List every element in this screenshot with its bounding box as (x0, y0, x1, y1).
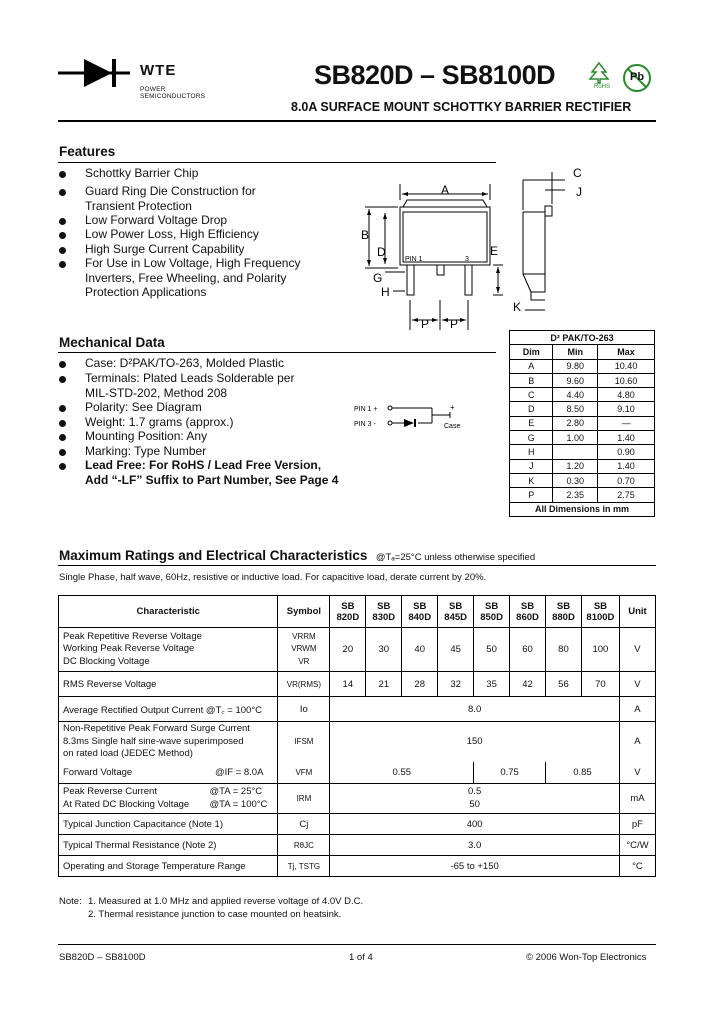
table-row: C 4.40 4.80 (510, 388, 655, 402)
mech-item: Mounting Position: Any (85, 429, 207, 444)
feature-item: For Use in Low Voltage, High Frequency Inverters, Free Wheeling, and Polarity Protection Applications (85, 256, 300, 300)
dim-label-d: D (377, 245, 386, 259)
dim-table-footer: All Dimensions in mm (510, 502, 655, 516)
feature-item: Guard Ring Die Construction for Transient Protection (85, 184, 256, 213)
table-row: RMS Reverse Voltage VR(RMS) 14 21 28 32 35 42 56 70 V (59, 672, 656, 697)
feature-item: Low Forward Voltage Drop (85, 213, 227, 228)
feature-item: Schottky Barrier Chip (85, 166, 198, 181)
col-part: SB 840D (402, 596, 438, 628)
footer-page-number: 1 of 4 (349, 952, 373, 963)
mech-item: Polarity: See Diagram (85, 400, 202, 415)
table-row: Average Rectified Output Current @T꜀ = 100°C Io 8.0 A (59, 697, 656, 722)
table-row: B 9.60 10.60 (510, 373, 655, 387)
table-row: Forward Voltage @IF = 8.0A VFM 0.55 0.75 0.85 V (59, 762, 656, 784)
note-2: 2. Thermal resistance junction to case mounted on heatsink. (88, 908, 342, 920)
rohs-label: RoHS (594, 84, 611, 90)
col-part: SB 850D (474, 596, 510, 628)
col-characteristic: Characteristic (59, 596, 278, 628)
mech-item: Marking: Type Number (85, 444, 206, 459)
col-unit: Unit (619, 596, 655, 628)
ratings-heading-row (59, 547, 535, 565)
table-row: E 2.80 — (510, 416, 655, 430)
features-heading: Features (59, 144, 116, 159)
ratings-table (58, 595, 656, 877)
col-part: SB 880D (546, 596, 582, 628)
mechanical-divider (58, 352, 496, 353)
dim-table-title: D² PAK/TO-263 (510, 331, 655, 345)
mech-item: Terminals: Plated Leads Solderable per MIL-STD-202, Method 208 (85, 371, 294, 400)
table-row: A 9.80 10.40 (510, 359, 655, 373)
mech-item: Case: D²PAK/TO-263, Molded Plastic (85, 356, 284, 371)
table-row: Peak Reverse Current At Rated DC Blocking Voltage @TA = 25°C @TA = 100°C IRM 0.5 50 mA (59, 784, 656, 814)
dim-label-j: J (576, 185, 582, 199)
table-row: Operating and Storage Temperature Range Tj, TSTG -65 to +150 °C (59, 856, 656, 877)
col-part: SB 820D (330, 596, 366, 628)
table-row: K 0.30 0.70 (510, 473, 655, 487)
mechanical-heading: Mechanical Data (59, 335, 165, 350)
dimensions-table (509, 330, 655, 517)
dim-label-b: B (361, 228, 370, 242)
dim-col-header: Min (553, 345, 598, 359)
package-outline-diagram (355, 160, 660, 330)
table-row: H 0.90 (510, 445, 655, 459)
polarity-diagram (352, 398, 472, 434)
company-subtitle: POWER SEMICONDUCTORS (140, 86, 206, 100)
dim-label-p: P (421, 317, 430, 330)
ratings-subnote: Single Phase, half wave, 60Hz, resistive or inductive load. For capacitive load, derate current by 20%. (59, 572, 487, 583)
ratings-heading-note: @Tₐ=25°C unless otherwise specified (375, 552, 536, 563)
col-part: SB 830D (366, 596, 402, 628)
dim-label-k: K (513, 300, 522, 314)
table-row: Peak Repetitive Reverse Voltage Working Peak Reverse Voltage DC Blocking Voltage VRRM VRWM VR 20 30 40 45 50 60 80 100 V (59, 628, 656, 672)
table-row: P 2.35 2.75 (510, 488, 655, 502)
col-part: SB 8100D (581, 596, 619, 628)
dim-col-header: Max (598, 345, 655, 359)
mech-item-leadfree: Lead Free: For RoHS / Lead Free Version, Add “-LF” Suffix to Part Number, See Page 4 (85, 458, 338, 487)
page-subtitle: 8.0A SURFACE MOUNT SCHOTTKY BARRIER RECTIFIER (291, 100, 632, 114)
polarity-pin1-label: PIN 1 + (354, 406, 378, 413)
mech-item: Weight: 1.7 grams (approx.) (85, 415, 234, 430)
ratings-divider (58, 565, 656, 566)
table-row: G 1.00 1.40 (510, 431, 655, 445)
notes (59, 896, 364, 920)
pb-free-badge (621, 62, 653, 94)
col-part: SB 860D (510, 596, 546, 628)
polarity-pin3-label: PIN 3 - (354, 421, 376, 428)
polarity-case-label: Case (444, 423, 461, 430)
page-title: SB820D – SB8100D (314, 60, 556, 90)
footer-copyright: © 2006 Won-Top Electronics (526, 952, 647, 963)
tree-icon (588, 62, 610, 84)
notes-label: Note: (59, 896, 82, 907)
table-row: Typical Thermal Resistance (Note 2) RθJC 3.0 °C/W (59, 835, 656, 856)
pin1-label: PIN 1 (405, 256, 423, 263)
feature-item: Low Power Loss, High Efficiency (85, 227, 259, 242)
dim-label-p: P (450, 317, 459, 330)
table-header-row (59, 596, 656, 628)
header-divider (58, 120, 656, 122)
col-part: SB 845D (438, 596, 474, 628)
feature-item: High Surge Current Capability (85, 242, 244, 257)
dim-col-header: Dim (510, 345, 553, 359)
table-row: D 8.50 9.10 (510, 402, 655, 416)
dim-label-h: H (381, 285, 390, 299)
company-name: WTE (140, 62, 177, 79)
note-1: 1. Measured at 1.0 MHz and applied reverse voltage of 4.0V D.C. (88, 896, 364, 907)
table-row: J 1.20 1.40 (510, 459, 655, 473)
pb-label: Pb (630, 71, 645, 83)
footer-part-range: SB820D – SB8100D (59, 952, 146, 963)
table-row: Non-Repetitive Peak Forward Surge Current 8.3ms Single half sine-wave superimposed on rated load (JEDEC Method) IFSM 150 A (59, 722, 656, 762)
polarity-plus-label: + (450, 403, 455, 412)
pin3-label: 3 (465, 256, 469, 263)
dim-label-a: A (441, 183, 450, 197)
rohs-badge (588, 62, 616, 96)
dim-label-g: G (373, 271, 383, 285)
dim-label-e: E (490, 244, 499, 258)
col-symbol: Symbol (278, 596, 330, 628)
table-row: Typical Junction Capacitance (Note 1) Cj 400 pF (59, 814, 656, 835)
ratings-heading: Maximum Ratings and Electrical Characteristics (59, 548, 368, 563)
dim-label-c: C (573, 166, 582, 180)
company-logo (58, 55, 218, 100)
footer-divider (58, 944, 656, 945)
